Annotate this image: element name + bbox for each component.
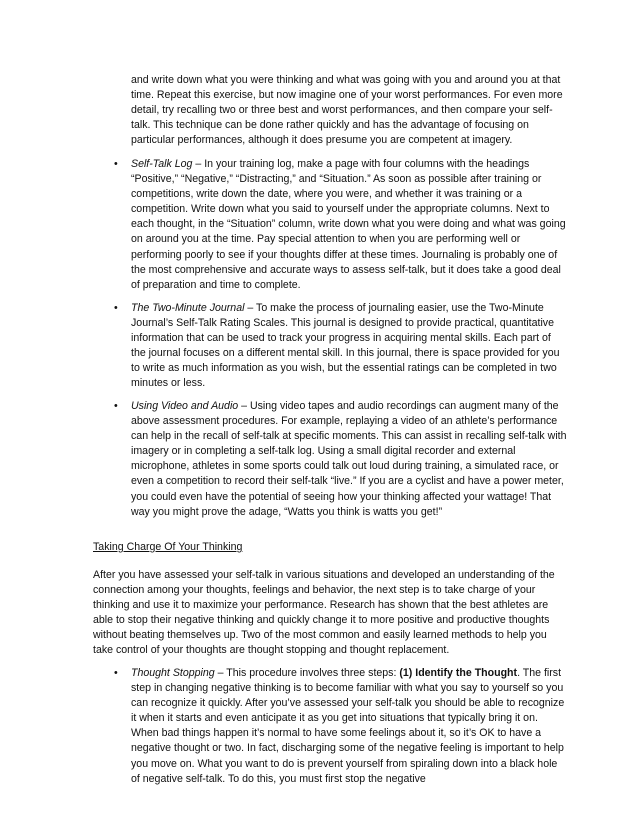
- two-minute-journal-term: The Two-Minute Journal: [131, 302, 245, 314]
- self-talk-log-separator: –: [192, 158, 205, 170]
- thought-stopping-lead: This procedure involves three steps:: [226, 667, 400, 679]
- thought-stopping-paragraph: [131, 666, 568, 787]
- video-audio-paragraph: [131, 399, 568, 520]
- thought-stopping-separator: –: [214, 667, 227, 679]
- section-intro-paragraph: [93, 568, 568, 659]
- bullet-self-talk-log: •: [114, 158, 118, 170]
- video-audio-separator: –: [238, 400, 250, 412]
- two-minute-journal-paragraph: [131, 301, 568, 392]
- self-talk-log-term: Self-Talk Log: [131, 158, 193, 170]
- two-minute-journal-separator: –: [244, 302, 257, 314]
- section-intro-text: After you have assessed your self-talk in various situations and developed an understanding of the connection among your thoughts, feelings and behavior, the next step is to take charge of your thinking and use it to maximize your performance. Research has shown that the best athletes are able to stop their negative thinking and quickly change it to more positive and productive thoughts without beating themselves up. Two of the most common and easily learned methods to help you take control of your thoughts are thought stopping and thought replacement.: [93, 569, 555, 657]
- thought-stopping-term: Thought Stopping: [131, 667, 215, 679]
- bullet-video-audio: •: [114, 400, 118, 412]
- section-heading: Taking Charge Of Your Thinking: [93, 541, 243, 553]
- thought-stopping-step-label: (1) Identify the Thought: [399, 667, 518, 679]
- intro-continuation-paragraph: [131, 73, 568, 148]
- two-minute-journal-body: To make the process of journaling easier, use the Two-Minute Journal’s Self-Talk Rating Scales. This journal is designed to provide practical, quantitative information that can be used to track your progress in acquiring mental skills. Each part of the journal focuses on a different mental skill. In this journal, there is space provided for you to write as much information as you wish, but the essential ratings can be completed in two minutes or less.: [131, 302, 560, 390]
- self-talk-log-paragraph: [131, 157, 568, 293]
- video-audio-body: Using video tapes and audio recordings can augment many of the above assessment procedures. For example, replaying a video of an athlete’s performance can help in the recall of self-talk at specific moments. This can assist in recalling self-talk with imagery or in completing a self-talk log. Using a small digital recorder and external microphone, athletes in some sports could talk out loud during training, a simulated race, or even a competition to record their self-talk “live.” If you are a cyclist and have a power meter, you could even have the potential of seeing how your thinking affected your wattage! That way you might prove the adage, “Watts you think is watts you get!”: [131, 400, 567, 518]
- intro-continuation-text: and write down what you were thinking and what was going with you and around you at that time. Repeat this exercise, but now imagine one of your worst performances. For even more detail, try recalling two or three best and worst performances, and then compare your self-talk. This technique can be done rather quickly and has the advantage of focusing on particular performances, although it does presume you are competent at imagery.: [131, 74, 563, 147]
- video-audio-term: Using Video and Audio: [131, 400, 239, 412]
- bullet-two-minute-journal: •: [114, 302, 118, 314]
- self-talk-log-body: In your training log, make a page with four columns with the headings “Positive,” “Negative,” “Distracting,” and “Situation.” As soon as possible after training or competitions, write down the date, where you were, and whether it was training or a competition. Write down what you said to yourself under the appropriate columns. Next to each thought, in the “Situation” column, write down what you were doing and what was going on around you at the time. Pay special attention to when you are performing well or performing poorly to see if your thoughts differ at these times. Journaling is probably one of the most comprehensive and accurate ways to assess self-talk, but it does take a good deal of preparation and time to complete.: [131, 158, 566, 291]
- bullet-thought-stopping: •: [114, 667, 118, 679]
- thought-stopping-body: . The first step in changing negative thinking is to become familiar with what you say to yourself so you can recognize it quickly. After you’ve assessed your self-talk you should be able to recognize it when it starts and even anticipate it as you get into situations that typically bring it on. When bad things happen it’s normal to have some feelings about it, so it’s OK to have a negative thought or two. In fact, discharging some of the negative feeling is important to help you move on. What you want to do is prevent yourself from spiraling down into a black hole of negative self-talk. To do this, you must first stop the negative: [131, 667, 565, 785]
